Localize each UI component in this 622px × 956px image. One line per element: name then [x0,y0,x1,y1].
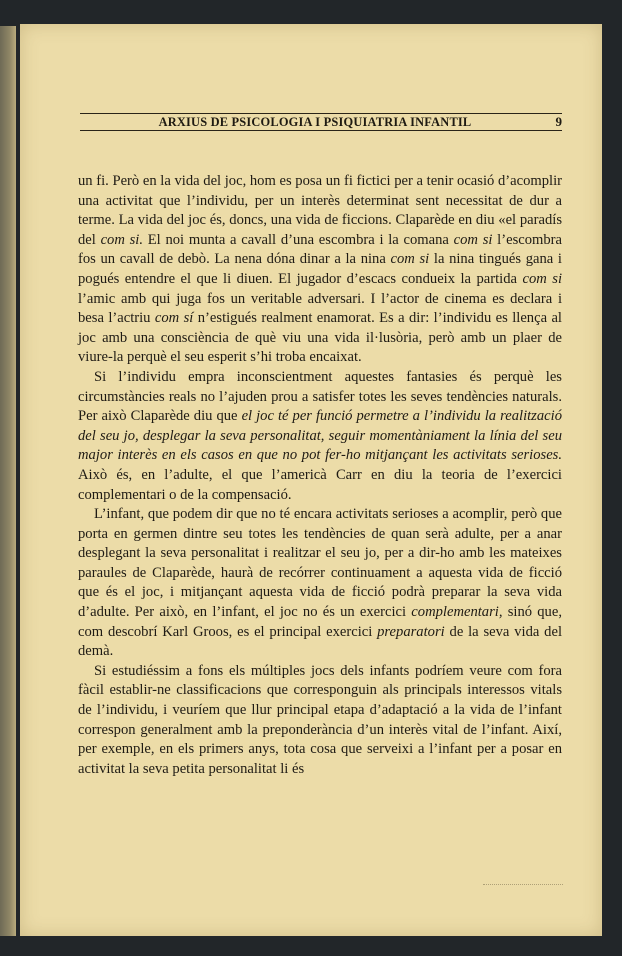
body-text [78,172,562,779]
text-run: sinó que, com descobrí Karl Groos, es el principal exercici [78,604,562,640]
text-run: Si l’individu empra inconscientment aquestes fantasies és perquè les circumstàncies reals no l’ajuden prou a satisfer totes les seves tendències naturals. Per això Claparède diu que [78,368,562,425]
text-run: n’estigués realment enamorat. Es a dir: l’individu es llença al joc amb una consciència de què viu una vida il·lusòria, però amb un plaer de viure-la perquè el seu esperit s’hi troba encaixat. [78,310,562,366]
text-run: l’amic amb qui juga fos un veritable adversari. I l’actor de cinema es declara i besa l’actriu [78,290,562,327]
paragraph [78,662,562,780]
running-header [80,114,562,130]
italic-text: complementari, [411,604,503,621]
italic-text: el joc té per funció permetre a l’individu la realització del seu jo, desplegar la seva personalitat, seguir momentàniament la línia del seu major interès en els casos en que no pot fer-ho mitjançant les activitats serioses. [78,408,562,464]
running-title: ARXIUS DE PSICOLOGIA I PSIQUIATRIA INFANTIL [158,114,472,129]
italic-text: com sí [154,310,194,327]
italic-text: com si [453,231,493,248]
text-run: Si estudiéssim a fons els múltiples jocs dels infants podríem veure com fora fàcil establir-ne classificacions que corresponguin als principals interessos vitals de l’individu, i veuríem que llur principal etapa d’adaptació a la vida de l’infant correspon generalment amb la preponderància d’un interès vital de l’infant. Així, per exemple, en els primers anys, tota cosa que serveixi a l’infant per a posar en activitat la seva petita personalitat li és [78,662,562,777]
text-run: l’escombra fos un cavall de debò. La nena dóna dinar a la nina [78,231,563,268]
page-number: 9 [555,114,562,129]
paragraph [78,172,562,368]
italic-text: com si [522,270,562,287]
italic-text: preparatori [377,623,445,640]
text-run: El noi munta a cavall d’una escombra i la comana [143,231,454,248]
paper-marks [483,884,563,893]
text-run: L’infant, que podem dir que no té encara activitats serioses a acomplir, però que porta en germen dintre seu totes les tendències de quan serà adulte, per a anar desplegant la seva personalitat i realitzar el seu jo, per a dir-ho amb les mateixes paraules de Claparède, haurà de recórrer continuament a aquesta vida de ficció que és el joc, i mitjançant aquesta vida de ficció podrà preparar la seva vida d’adulte. Per això, en l’infant, el joc no és un exercici [78,506,562,621]
text-run: de la seva vida del demà. [78,623,562,660]
text-run: Això és, en l’adulte, el que l’americà Carr en diu la teoria de l’exercici complementari o de la compensació. [78,466,562,503]
paragraph [78,368,562,505]
paragraph [78,505,562,662]
text-run: un fi. Però en la vida del joc, hom es posa un fi fictici per a tenir ocasió d’acomplir una activitat que l’individu, per un interès determinat sent necessitat de dur a terme. La vida del joc és, doncs, una vida de ficcions. Claparède en diu «el paradís del [78,173,562,248]
text-run: la nina tingués gana i pogués entendre el que li diuen. El jugador d’escacs condueix la partida [78,251,562,287]
book-page [20,24,602,936]
italic-text: com si. [100,231,144,248]
header-bottom-rule [80,130,562,131]
book-spine-edge [0,26,16,936]
italic-text: com si [390,251,430,268]
